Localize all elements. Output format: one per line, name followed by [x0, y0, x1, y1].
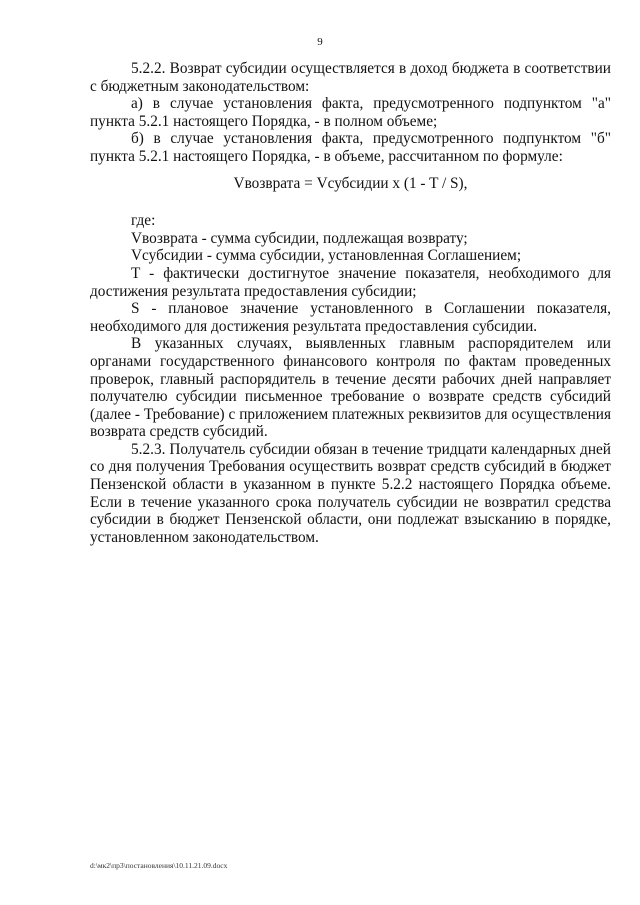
paragraph-requirement: В указанных случаях, выявленных главным распорядителем или органами государственного финансового контроля по фактам проведенных проверок, главный распорядитель в течение десяти рабочих дней направляет получателю субсидии письменное требование о возврате средств субсидий (далее - Требование) с приложением платежных реквизитов для осуществления возврата средств субсидий.: [90, 335, 611, 441]
definition-v-return: Vвозврата - сумма субсидии, подлежащая возврату;: [131, 229, 468, 247]
paragraph-where: где:: [131, 212, 156, 230]
definition-s: S - плановое значение установленного в Соглашении показателя, необходимого для достижения результата предоставления субсидии.: [90, 300, 611, 335]
definition-t: T - фактически достигнутое значение показателя, необходимого для достижения результата предоставления субсидии;: [90, 264, 611, 300]
file-path-footer: d:\мк2\пр3\постановления\10.11.21.09.docx: [90, 861, 228, 870]
formula: Vвозврата = Vсубсидии x (1 - T / S),: [233, 174, 468, 192]
paragraph-5-2-3: 5.2.3. Получатель субсидии обязан в течение тридцати календарных дней со дня получения Требования осуществить возврат средств субсидий в бюджет Пензенской области в указанном в пункте 5.2.2 настоящего Порядка объеме. Если в течение указанного срока получатель субсидии не возвратил средства субсидии в бюджет Пензенской области, они подлежат взысканию в порядке, установленном законодательством.: [90, 440, 611, 546]
page-number: 9: [317, 36, 323, 48]
paragraph-item-a: а) в случае установления факта, предусмотренного подпунктом "а" пункта 5.2.1 настоящего Порядка, - в полном объеме;: [90, 95, 611, 130]
definition-v-subsidy: Vсубсидии - сумма субсидии, установленная Соглашением;: [131, 247, 522, 265]
paragraph-item-b: б) в случае установления факта, предусмотренного подпунктом "б" пункта 5.2.1 настоящего Порядка, - в объеме, рассчитанном по формуле:: [90, 130, 611, 165]
document-body: [90, 60, 611, 546]
paragraph-5-2-2: 5.2.2. Возврат субсидии осуществляется в доход бюджета в соответствии с бюджетным законодательством:: [90, 60, 611, 95]
